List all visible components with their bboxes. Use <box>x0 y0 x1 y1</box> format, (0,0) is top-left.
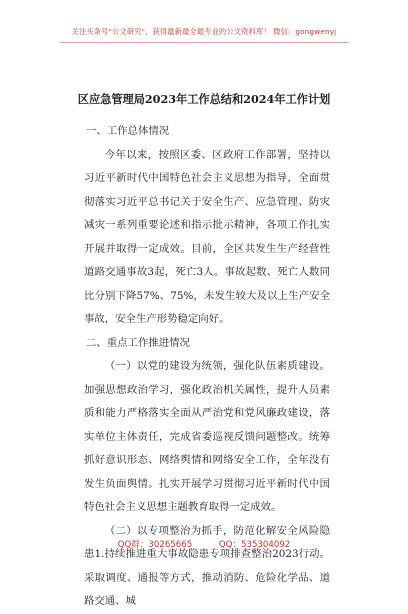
section-heading-overview: 一、工作总体情况 <box>86 125 170 137</box>
footer-qq-group: QQ群：30265665 <box>117 540 193 550</box>
header-divider <box>60 42 348 43</box>
footer-contact <box>0 538 408 550</box>
document-title: 区应急管理局2023年工作总结和2024年工作计划 <box>77 92 331 106</box>
header-banner: 关注头条号"公文研究"，获得最新最全最专业的公文资料库！ 微信：gongwenyj <box>71 27 337 36</box>
paragraph-special-rectification: （二）以专项整治为抓手，防范化解安全风险隐患1.持续推进重大事故隐患专项排查整治2023行动。采取调度、通报等方式，推动消防、危险化学品、道路交通、城 <box>84 524 330 607</box>
paragraph-party-building: （一）以党的建设为统领，强化队伍素质建设。加强思想政治学习，强化政治机关属性，提升人员素质和能力严格落实全面从严治党和党风廉政建设，落实单位主体责任，完成省委巡视反馈问题整改。统筹抓好意识形态、网络舆情和网络安全工作，全年没有发生负面舆情。扎实开展学习贯彻习近平新时代中国特色社会主义思想主题教育取得一定成效。 <box>84 360 330 513</box>
footer-qq: QQ：535304092 <box>218 540 291 550</box>
section-heading-key-work: 二、重点工作推进情况 <box>86 336 190 349</box>
paragraph-overview: 今年以来，按照区委、区政府工作部署，坚持以习近平新时代中国特色社会主义思想为指导，全面贯彻落实习近平总书记关于安全生产、应急管理、防灾减灾一系列重要论述和指示批示精神，各项工作扎实开展并取得一定成效。目前，全区共发生生产经营性道路交通事故3起，死亡3人。事故起数、死亡人数同比分别下降57%、75%，未发生较大及以上生产安全事故，安全生产形势稳定向好。 <box>84 148 330 325</box>
